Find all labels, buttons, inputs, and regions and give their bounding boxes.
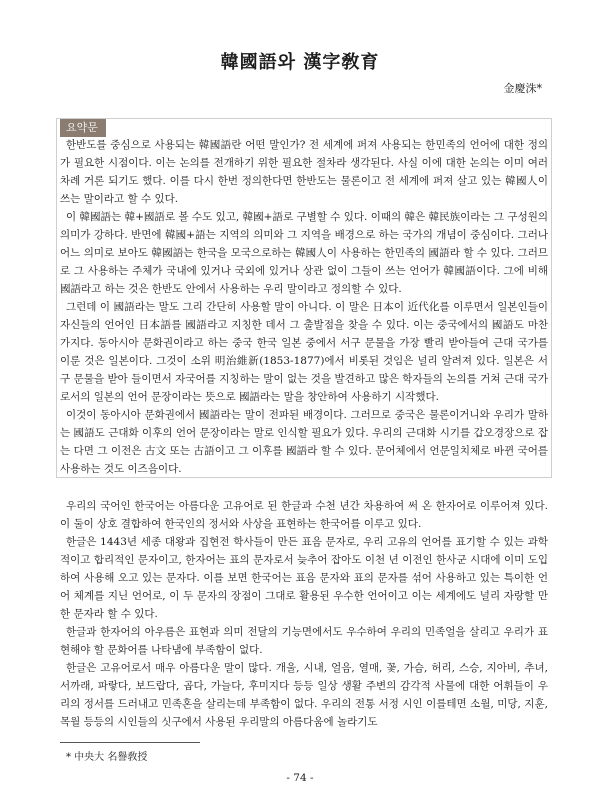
paper-title: 韓國語와 漢字敎育 xyxy=(220,52,380,73)
page-number: - 74 - xyxy=(286,772,314,784)
footnote: * 中央大 名譽敎授 xyxy=(66,752,148,763)
body-paragraph: 한글은 고유어로서 매우 아름다운 말이 많다. 개울, 시내, 얼음, 열매, 꽃, 가슴, 허리, 스승, 지아비, 추녀, 서까래, 파랗다, 보드랍다, 곱다, 가늘다, 후미지다 등등 일상 생활 주변의 감각적 사물에 대한 어휘들이 우리의 정서를 드러내고 민족혼을 살리는데 부족함이 없다. 우리의 전통 서정 시인 이를테면 소월, 미당, 지훈, 목월 등등의 시인들의 싯구에서 사용된 우리말의 아름다움에 놀라기도 xyxy=(60,662,548,728)
body-text xyxy=(60,497,548,731)
footnote-divider xyxy=(60,742,200,743)
abstract-paragraph: 이 韓國語는 韓+國語로 볼 수도 있고, 韓國+語로 구별할 수 있다. 이때의 韓은 韓民族이라는 그 구성원의 의미가 강하다. 반면에 韓國+語는 지역의 의미와 그 지역을 배경으로 하는 국가의 개념이 중심이다. 그러나 어느 의미로 보아도 韓國語는 한국을 모국으로하는 韓國人이 사용하는 한민족의 國語라 할 수 있다. 그러므로 그 사용하는 주체가 국내에 있거나 국외에 있거나 상관 없이 그들이 쓰는 언어가 韓國語이다. 그에 비해 國語라고 하는 것은 한반도 안에서 사용하는 우리 말이라고 정의할 수 있다. xyxy=(60,211,548,295)
body-paragraph: 한글은 1443년 세종 대왕과 집현전 학사들이 만든 표음 문자로, 우리 고유의 언어를 표기할 수 있는 과학적이고 합리적인 문자이고, 한자어는 표의 문자로서 늦추어 잡아도 이천 년 이전인 한사군 시대에 이미 도입하여 사용해 오고 있는 문자다. 이를 보면 한국어는 표음 문자와 표의 문자를 섞어 사용하고 있는 특이한 언어 체계를 지닌 언어로, 이 두 문자의 장점이 그대로 활용된 우수한 언어이고 이는 세계에도 널리 자랑할 만한 문자라 할 수 있다. xyxy=(60,536,548,620)
abstract-label: 요약문 xyxy=(60,119,106,137)
body-paragraph: 우리의 국어인 한국어는 아름다운 고유어로 된 한글과 수천 년간 차용하여 써 온 한자어로 이루어져 있다. 이 둘이 상호 결합하여 한국인의 정서와 사상을 표현하는 한국어를 이루고 있다. xyxy=(60,500,548,530)
abstract-paragraph: 한반도를 중심으로 사용되는 韓國語란 어떤 말인가? 전 세계에 퍼져 사용되는 한민족의 언어에 대한 정의가 필요한 시점이다. 이는 논의를 전개하기 위한 필요한 절차라 생각된다. 사실 이에 대한 논의는 이미 여러 차례 거론 되기도 했다. 이를 다시 한번 정의한다면 한반도는 물론이고 전 세계에 퍼져 살고 있는 韓國人이 쓰는 말이라고 할 수 있다. xyxy=(60,139,548,205)
abstract-paragraph: 그런데 이 國語라는 말도 그리 간단히 사용할 말이 아니다. 이 말은 日本이 近代化를 이루면서 일본인들이 자신들의 언어인 日本語를 國語라고 지칭한 데서 그 출발점을 찾을 수 있다. 이는 중국에서의 國語도 마찬가지다. 동아시아 문화권이라고 하는 중국 한국 일본 중에서 서구 문물을 가장 빨리 받아들여 근대 국가를 이룬 것은 일본이다. 그것이 소위 明治維新(1853-1877)에서 비롯된 것임은 널리 알려져 있다. 일본은 서구 문물을 받아 들이면서 자국어를 지칭하는 말이 없는 것을 발견하고 많은 학자들의 논의를 거쳐 근대 국가로서의 일본의 언어 문장이라는 뜻으로 國語라는 말을 창안하여 사용하기 시작했다. xyxy=(60,301,548,403)
abstract-text xyxy=(60,136,548,478)
body-paragraph: 한글과 한자어의 아우름은 표현과 의미 전달의 기능면에서도 우수하여 우리의 민족얼을 살리고 우리가 표현해야 할 문화어를 나타냄에 부족함이 없다. xyxy=(60,626,548,656)
abstract-paragraph: 이것이 동아시아 문화권에서 國語라는 말이 전파된 배경이다. 그러므로 중국은 물론이거니와 우리가 말하는 國語도 근대화 이후의 언어 문장이라는 말로 인식할 필요가 있다. 우리의 근대화 시기를 갑오경장으로 잡는 다면 그 이전은 古文 또는 古語이고 그 이후를 國語라 할 수 있다. 문어체에서 언문일치체로 바뀐 국어를 사용하는 것도 이즈음이다. xyxy=(60,409,548,475)
author-name: 金慶洙* xyxy=(503,82,542,95)
